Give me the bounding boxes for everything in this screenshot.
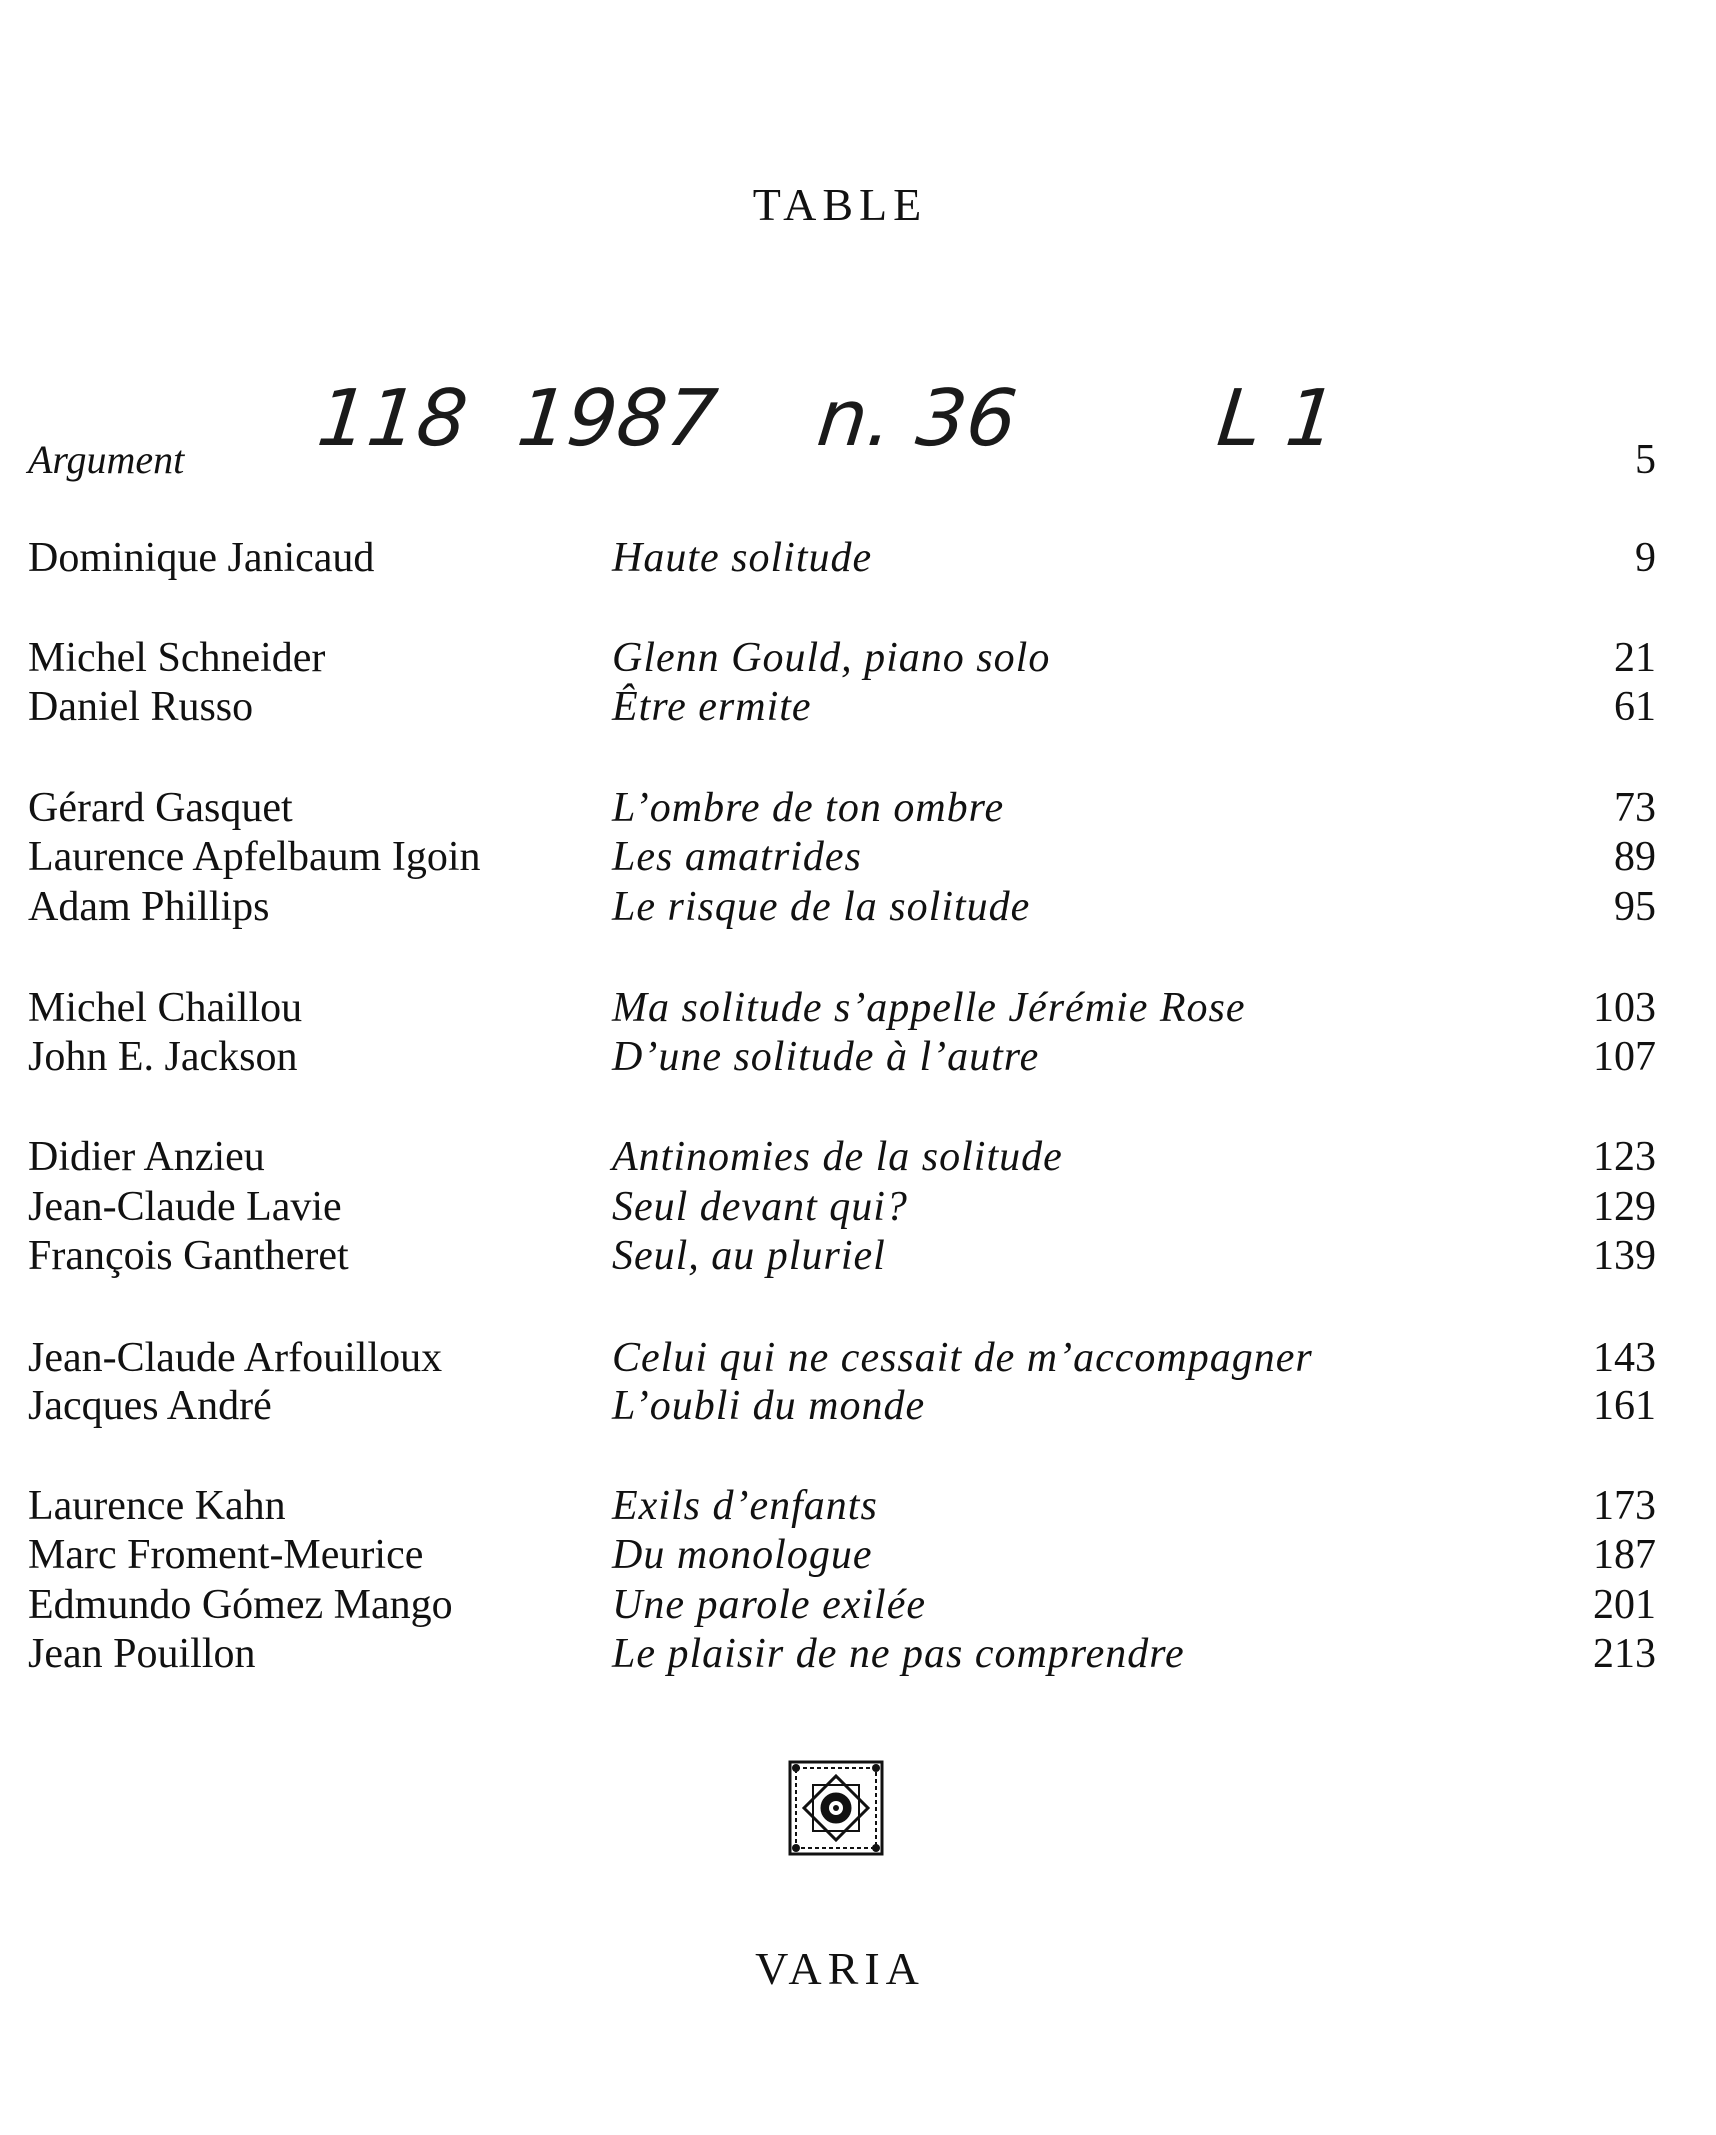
argument-page: 5 bbox=[1635, 437, 1656, 483]
entry-author: Jean-Claude Lavie bbox=[28, 1184, 342, 1230]
entry-title: Une parole exilée bbox=[612, 1582, 926, 1628]
entry-page: 201 bbox=[1593, 1582, 1656, 1628]
entry-title: Les amatrides bbox=[612, 834, 862, 880]
entry-author: Dominique Janicaud bbox=[28, 535, 375, 581]
handwritten-location: L 1 bbox=[1213, 374, 1341, 464]
entry-title: Du monologue bbox=[612, 1532, 873, 1578]
entry-author: Laurence Kahn bbox=[28, 1483, 286, 1529]
toc-entry bbox=[0, 1478, 1716, 1534]
entry-author: Marc Froment-Meurice bbox=[28, 1532, 424, 1578]
entry-author: Laurence Apfelbaum Igoin bbox=[28, 834, 481, 880]
toc-entry bbox=[0, 1378, 1716, 1434]
toc-entry bbox=[0, 980, 1716, 1036]
entry-author: Gérard Gasquet bbox=[28, 785, 293, 831]
handwritten-number: n. 36 bbox=[813, 374, 1022, 464]
handwritten-year: 1987 bbox=[513, 374, 722, 464]
entry-title: Le risque de la solitude bbox=[612, 884, 1031, 930]
toc-argument-row bbox=[0, 432, 1716, 488]
entry-page: 143 bbox=[1593, 1335, 1656, 1381]
entry-page: 103 bbox=[1593, 985, 1656, 1031]
entry-author: Adam Phillips bbox=[28, 884, 270, 930]
toc-entry bbox=[0, 879, 1716, 935]
entry-page: 9 bbox=[1635, 535, 1656, 581]
entry-title: L’ombre de ton ombre bbox=[612, 785, 1005, 831]
toc-entry bbox=[0, 679, 1716, 735]
entry-author: Didier Anzieu bbox=[28, 1134, 265, 1180]
entry-author: Jean-Claude Arfouilloux bbox=[28, 1335, 443, 1381]
entry-author: Jean Pouillon bbox=[28, 1631, 256, 1677]
entry-title: Celui qui ne cessait de m’accompagner bbox=[612, 1335, 1313, 1381]
entry-page: 95 bbox=[1614, 884, 1656, 930]
toc-entry bbox=[0, 1577, 1716, 1633]
entry-page: 213 bbox=[1593, 1631, 1656, 1677]
entry-page: 129 bbox=[1593, 1184, 1656, 1230]
entry-title: Seul devant qui? bbox=[612, 1184, 908, 1230]
entry-title: Être ermite bbox=[612, 684, 812, 730]
entry-author: François Gantheret bbox=[28, 1233, 349, 1279]
toc-entry bbox=[0, 829, 1716, 885]
entry-author: John E. Jackson bbox=[28, 1034, 298, 1080]
toc-entry bbox=[0, 1179, 1716, 1235]
toc-entry bbox=[0, 1626, 1716, 1682]
entry-title: L’oubli du monde bbox=[612, 1383, 926, 1429]
entry-title: Antinomies de la solitude bbox=[612, 1134, 1063, 1180]
toc-entry bbox=[0, 780, 1716, 836]
entry-title: D’une solitude à l’autre bbox=[612, 1034, 1040, 1080]
section-title-varia: VARIA bbox=[755, 1943, 925, 1994]
toc-entry bbox=[0, 1029, 1716, 1085]
entry-page: 73 bbox=[1614, 785, 1656, 831]
entry-author: Jacques André bbox=[28, 1383, 272, 1429]
entry-author: Michel Chaillou bbox=[28, 985, 303, 1031]
entry-page: 139 bbox=[1593, 1233, 1656, 1279]
toc-entry bbox=[0, 1228, 1716, 1284]
toc-entry bbox=[0, 530, 1716, 586]
argument-label: Argument bbox=[28, 437, 185, 482]
handwritten-volume: 118 bbox=[313, 374, 472, 464]
entry-title: Le plaisir de ne pas comprendre bbox=[612, 1631, 1185, 1677]
entry-page: 107 bbox=[1593, 1034, 1656, 1080]
entry-author: Michel Schneider bbox=[28, 635, 326, 681]
entry-page: 21 bbox=[1614, 635, 1656, 681]
rosette-ornament-icon bbox=[788, 1760, 884, 1856]
entry-title: Seul, au pluriel bbox=[612, 1233, 886, 1279]
entry-author: Daniel Russo bbox=[28, 684, 254, 730]
entry-page: 187 bbox=[1593, 1532, 1656, 1578]
toc-entry bbox=[0, 1129, 1716, 1185]
entry-title: Ma solitude s’appelle Jérémie Rose bbox=[612, 985, 1246, 1031]
entry-page: 89 bbox=[1614, 834, 1656, 880]
toc-entry bbox=[0, 630, 1716, 686]
entry-author: Edmundo Gómez Mango bbox=[28, 1582, 453, 1628]
page-title: TABLE bbox=[752, 179, 928, 230]
entry-page: 173 bbox=[1593, 1483, 1656, 1529]
entry-title: Exils d’enfants bbox=[612, 1483, 878, 1529]
toc-entry bbox=[0, 1527, 1716, 1583]
entry-page: 123 bbox=[1593, 1134, 1656, 1180]
entry-page: 61 bbox=[1614, 684, 1656, 730]
entry-title: Glenn Gould, piano solo bbox=[612, 635, 1051, 681]
entry-title: Haute solitude bbox=[612, 535, 873, 581]
entry-page: 161 bbox=[1593, 1383, 1656, 1429]
